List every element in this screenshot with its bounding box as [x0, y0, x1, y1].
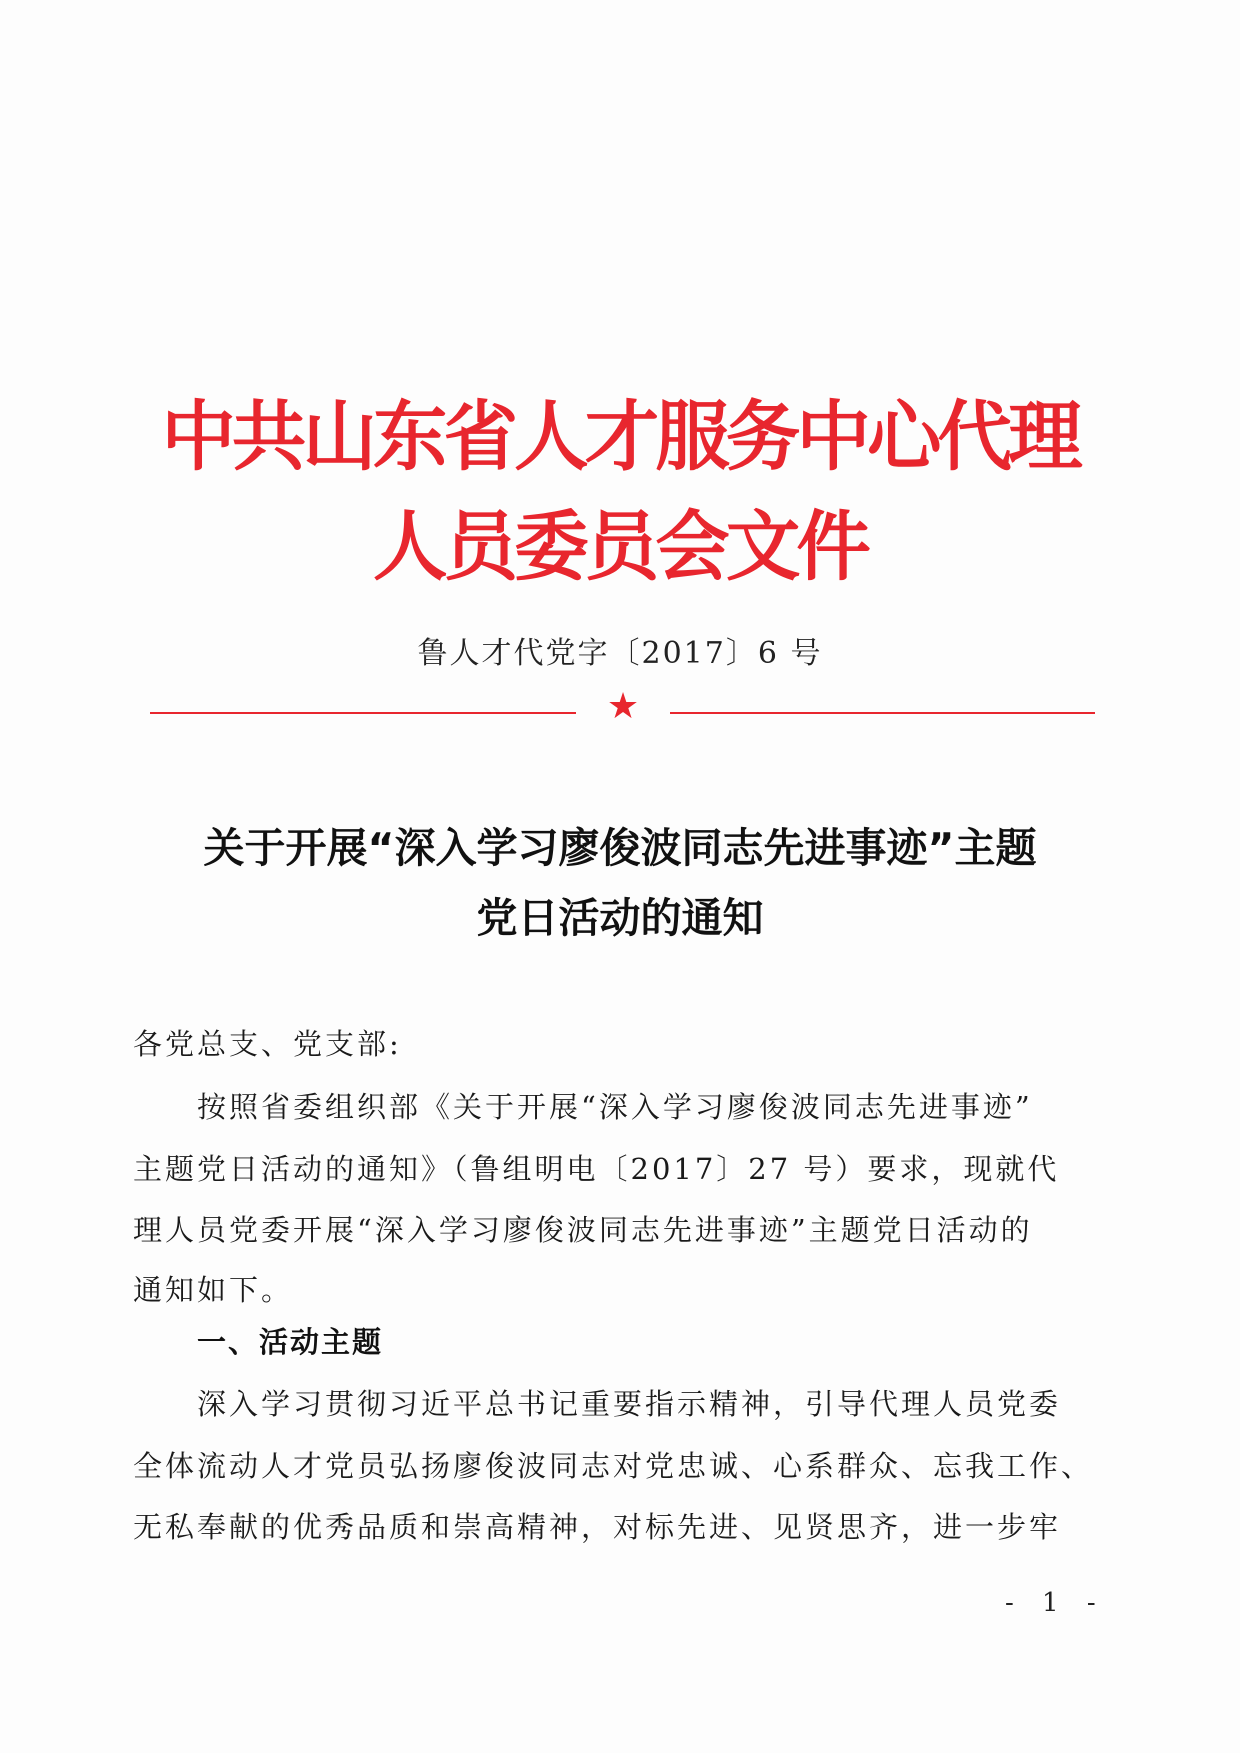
red-divider-right [670, 712, 1095, 714]
document-number: 鲁人才代党字〔2017〕6 号 [417, 636, 823, 671]
page-number: - 1 - [1005, 1588, 1106, 1618]
paragraph-2-line: 无私奉献的优秀品质和崇高精神，对标先进、见贤思齐，进一步牢 [133, 1510, 1062, 1544]
star-icon: ★ [606, 686, 640, 727]
section-heading: 一、活动主题 [197, 1325, 384, 1359]
paragraph-1-line: 理人员党委开展“深入学习廖俊波同志先进事迹”主题党日活动的 [133, 1213, 1033, 1247]
document-header-title: 中共山东省人才服务中心代理人员委员会文件 [161, 392, 1079, 591]
paragraph-1-line: 按照省委组织部《关于开展“深入学习廖俊波同志先进事迹” [197, 1090, 1033, 1124]
paragraph-2-line: 全体流动人才党员弘扬廖俊波同志对党忠诚、心系群众、忘我工作、 [133, 1449, 1094, 1483]
paragraph-2-line: 深入学习贯彻习近平总书记重要指示精神，引导代理人员党委 [197, 1387, 1062, 1421]
paragraph-1-line: 主题党日活动的通知》（鲁组明电〔2017〕27 号）要求，现就代 [133, 1152, 1060, 1186]
red-divider-left [150, 712, 576, 714]
notice-title-line-2: 党日活动的通知 [476, 894, 764, 942]
paragraph-1-line: 通知如下。 [133, 1273, 294, 1307]
salutation: 各党总支、党支部: [133, 1027, 402, 1061]
notice-title-line-1: 关于开展“深入学习廖俊波同志先进事迹”主题 [203, 824, 1037, 872]
